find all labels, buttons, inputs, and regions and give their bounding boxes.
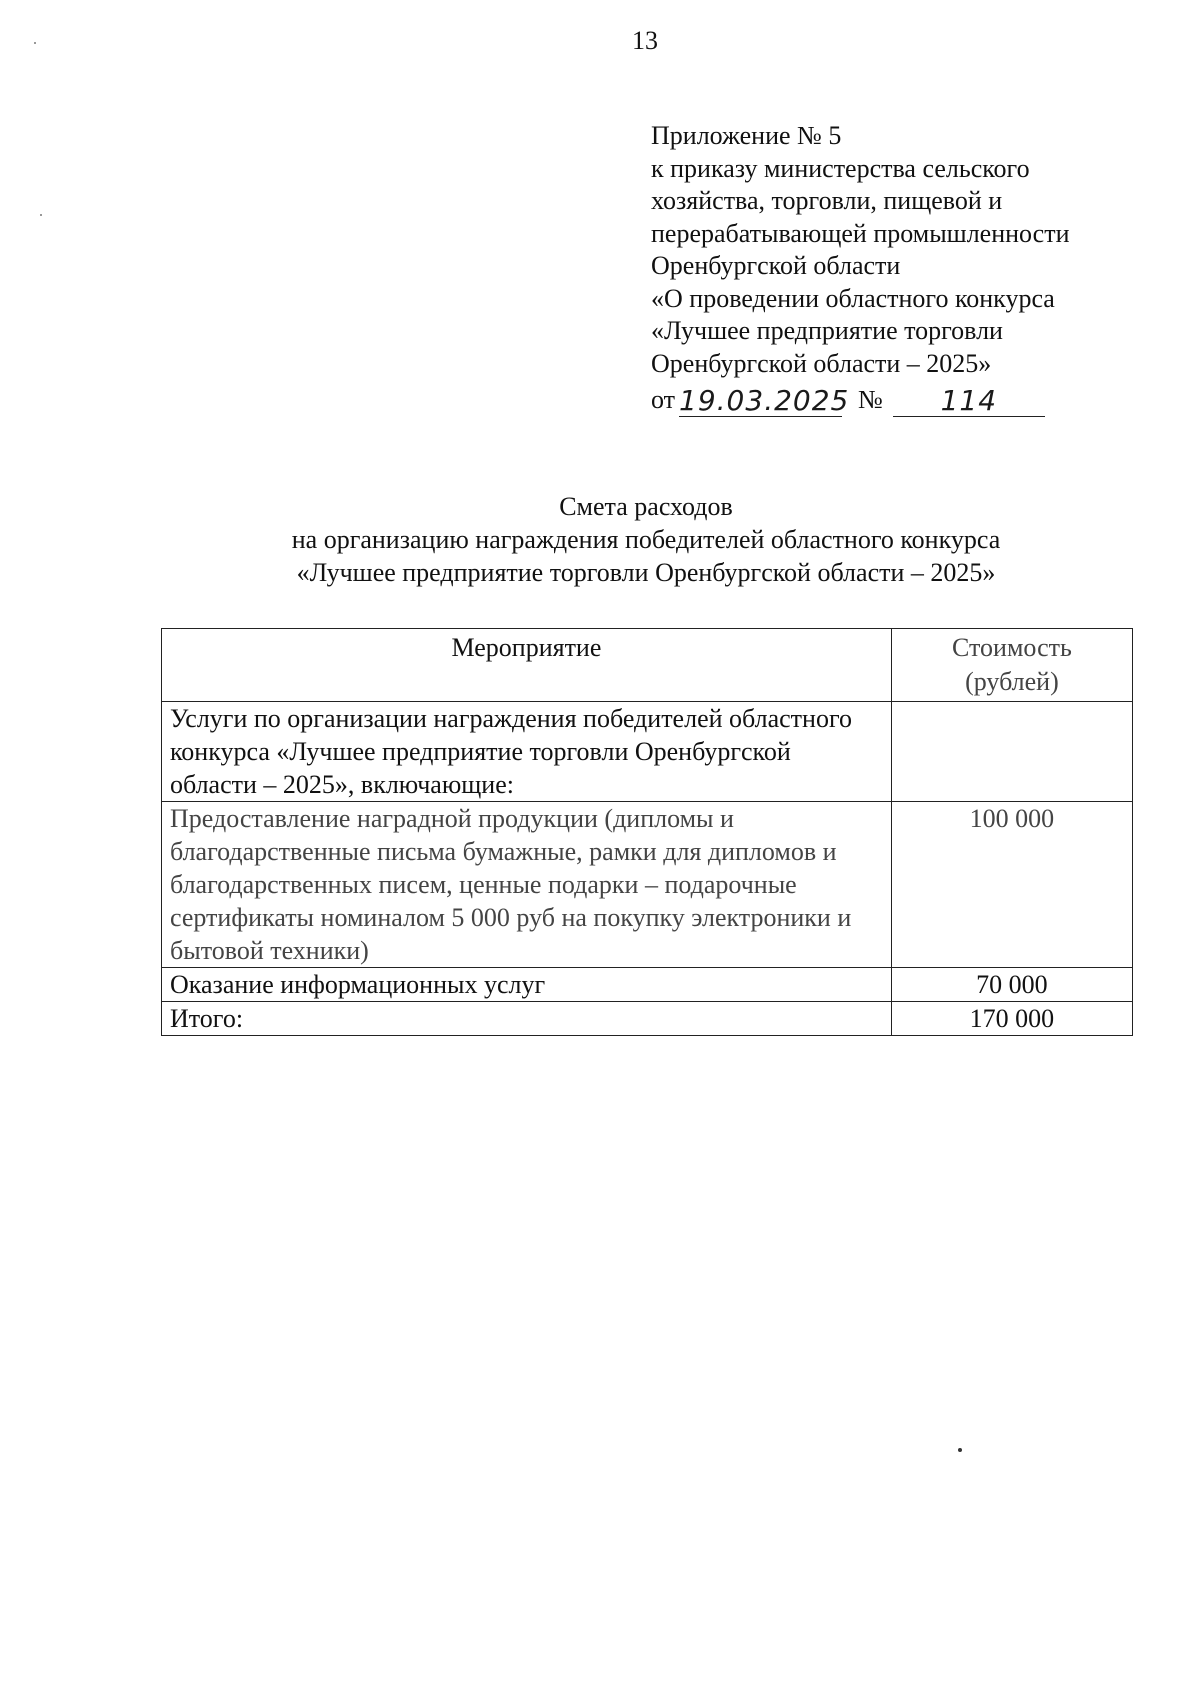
number-sign: № <box>858 385 883 414</box>
appendix-line: Оренбургской области <box>651 251 901 280</box>
title-line: на организацию награждения победителей областного конкурса <box>291 525 1001 554</box>
scan-speck <box>40 214 42 216</box>
title-line: «Лучшее предприятие торговли Оренбургской области – 2025» <box>296 558 996 587</box>
scan-speck <box>34 42 36 44</box>
header-cost-line1: Стоимость <box>952 633 1072 662</box>
appendix-title: Приложение № 5 <box>651 121 842 150</box>
cost-estimate-table <box>161 628 1133 1036</box>
appendix-line: Оренбургской области – 2025» <box>651 348 992 378</box>
row-cost <box>891 702 1132 802</box>
total-label: Итого: <box>162 1002 892 1036</box>
header-event: Мероприятие <box>162 629 892 702</box>
row-cost: 70 000 <box>891 968 1132 1002</box>
total-cost: 170 000 <box>891 1002 1132 1036</box>
row-event: Услуги по организации награждения победителей областного конкурса «Лучшее предприятие торговли Оренбургской области – 2025», включающие: <box>162 702 892 802</box>
appendix-line: перерабатывающей промышленности <box>651 218 1070 248</box>
title-line: Смета расходов <box>559 492 733 521</box>
order-number-handwritten: 114 <box>893 386 1045 417</box>
table-row <box>162 802 1133 968</box>
page-number: 13 <box>632 26 658 55</box>
appendix-line: хозяйства, торговли, пищевой и <box>651 186 1003 215</box>
row-event: Оказание информационных услуг <box>162 968 892 1002</box>
row-cost: 100 000 <box>891 802 1132 968</box>
appendix-line: к приказу министерства сельского <box>651 153 1030 183</box>
appendix-header <box>651 120 1171 417</box>
date-prefix: от <box>651 385 676 414</box>
order-date-handwritten: 19.03.2025 <box>679 383 850 417</box>
header-cost-line2: (рублей) <box>965 667 1059 696</box>
table-row <box>162 968 1133 1002</box>
table-header-row <box>162 629 1133 702</box>
appendix-line: «Лучшее предприятие торговли <box>651 316 1003 345</box>
table-total-row <box>162 1002 1133 1036</box>
order-date-number-line <box>651 384 1171 417</box>
scan-dot <box>958 1448 962 1452</box>
document-title <box>160 490 1132 589</box>
table-row <box>162 702 1133 802</box>
appendix-line: «О проведении областного конкурса <box>651 283 1055 313</box>
header-cost <box>891 629 1132 702</box>
row-event: Предоставление наградной продукции (дипломы и благодарственные письма бумажные, рамки для дипломов и благодарственных писем, ценные подарки – подарочные сертификаты номиналом 5 000 руб на покупку электроники и бытовой техники) <box>162 802 892 968</box>
